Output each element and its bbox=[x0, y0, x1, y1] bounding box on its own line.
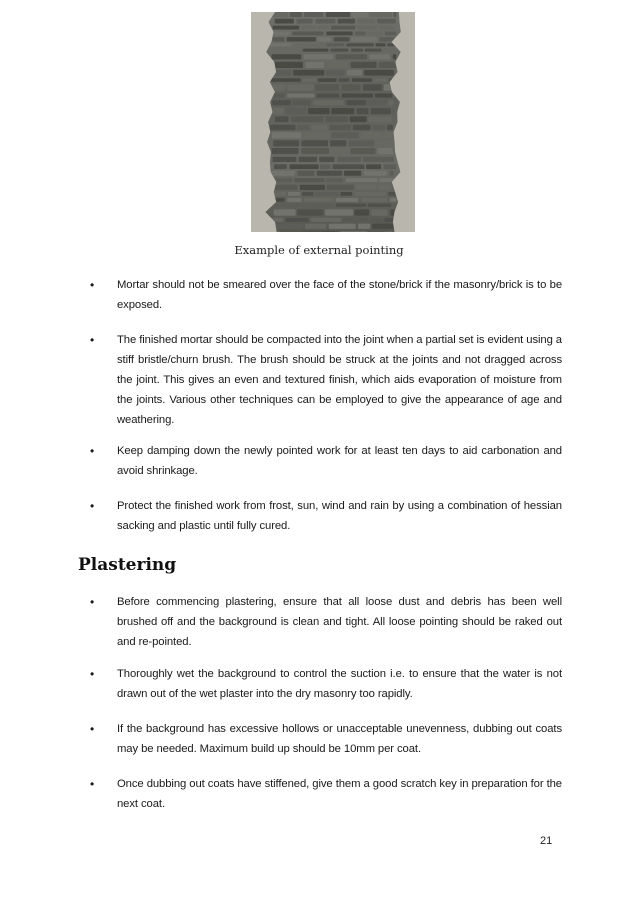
stone bbox=[341, 192, 353, 196]
stone bbox=[303, 49, 329, 52]
stone bbox=[287, 37, 316, 41]
stone bbox=[351, 37, 377, 41]
stone bbox=[312, 125, 328, 130]
stone bbox=[336, 198, 359, 202]
stone bbox=[376, 43, 386, 46]
stone bbox=[372, 125, 385, 130]
section-heading: Plastering bbox=[78, 555, 177, 575]
stone bbox=[388, 100, 393, 105]
stone bbox=[330, 125, 352, 130]
stone bbox=[346, 100, 366, 105]
stone bbox=[313, 100, 343, 105]
stone bbox=[358, 19, 376, 24]
stone bbox=[288, 192, 300, 196]
stone bbox=[393, 54, 397, 59]
stone bbox=[351, 62, 377, 68]
list-item-text: The finished mortar should be compacted into the joint when a partial set is evident using a stiff bristle/churn brush. The brush should be struck at the joints and not dragged across the joint. This gives an even and textured finish, which aids evaporation of moisture from the joints. Various other techniques can be employed to give the appearance of age and weathering. bbox=[117, 334, 562, 426]
stone bbox=[357, 108, 369, 114]
list-item bbox=[90, 441, 562, 481]
stone bbox=[292, 32, 323, 36]
stone bbox=[273, 37, 285, 41]
stone bbox=[297, 19, 313, 24]
stone bbox=[292, 100, 310, 105]
list-item bbox=[90, 275, 562, 315]
stone bbox=[355, 209, 370, 215]
stone bbox=[318, 37, 331, 41]
list-item-text: Before commencing plastering, ensure that all loose dust and debris has been well brushed off and the background is clean and tight. All loose pointing should be raked out and re-pointed. bbox=[117, 596, 562, 648]
stone bbox=[371, 209, 388, 215]
stone bbox=[358, 224, 370, 229]
stone bbox=[291, 116, 323, 122]
stone bbox=[315, 84, 339, 90]
stone bbox=[342, 94, 373, 98]
list-item-text: If the background has excessive hollows or unacceptable unevenness, dubbing out coats may be needed. Maximum build up should be 10mm per coat. bbox=[117, 723, 562, 755]
stone bbox=[294, 43, 307, 46]
stone bbox=[344, 171, 361, 176]
stone bbox=[378, 148, 393, 154]
stone bbox=[297, 125, 310, 130]
stone bbox=[273, 140, 299, 146]
stone bbox=[333, 164, 365, 169]
stone bbox=[384, 132, 394, 138]
stone bbox=[320, 164, 330, 169]
stone bbox=[369, 54, 390, 59]
stone bbox=[351, 49, 363, 52]
stone bbox=[347, 70, 362, 76]
stone bbox=[349, 140, 375, 146]
stone bbox=[299, 157, 317, 162]
bullet-marker: • bbox=[90, 722, 95, 736]
stone bbox=[293, 70, 324, 76]
stone bbox=[376, 140, 396, 146]
stone bbox=[352, 78, 372, 82]
stone bbox=[273, 108, 284, 114]
stone bbox=[390, 171, 394, 176]
bullet-marker: • bbox=[90, 444, 95, 458]
stone bbox=[318, 26, 329, 30]
stone bbox=[332, 132, 359, 138]
stone bbox=[310, 218, 341, 222]
stone bbox=[385, 231, 393, 232]
stone bbox=[272, 132, 302, 138]
stone bbox=[379, 62, 397, 68]
stone bbox=[309, 43, 325, 46]
stone bbox=[294, 178, 324, 182]
stone bbox=[346, 43, 373, 46]
stone bbox=[364, 171, 387, 176]
stone bbox=[390, 209, 394, 215]
stone bbox=[364, 70, 394, 76]
stone bbox=[363, 84, 382, 90]
stone bbox=[340, 231, 367, 232]
stone bbox=[361, 198, 387, 202]
stone bbox=[315, 192, 338, 196]
stone bbox=[274, 209, 296, 215]
stone bbox=[317, 171, 343, 176]
stone bbox=[385, 32, 396, 36]
stone bbox=[371, 108, 391, 114]
list-item bbox=[90, 664, 562, 704]
stone bbox=[306, 62, 325, 68]
stone bbox=[321, 231, 338, 232]
stone bbox=[303, 132, 329, 138]
external-pointing-photo bbox=[251, 12, 415, 232]
stone bbox=[269, 171, 295, 176]
stone bbox=[384, 164, 397, 169]
stone bbox=[394, 12, 397, 17]
stone bbox=[353, 125, 371, 130]
stone bbox=[270, 125, 296, 130]
list-item-text: Mortar should not be smeared over the face of the stone/brick if the masonry/brick is to be exposed. bbox=[117, 279, 562, 311]
stone bbox=[301, 26, 316, 30]
stone bbox=[331, 148, 348, 154]
bullet-marker: • bbox=[90, 667, 95, 681]
stone bbox=[275, 19, 294, 24]
stone bbox=[274, 32, 290, 36]
list-item-text: Protect the finished work from frost, sun, wind and rain by using a combination of hessian sacking and plastic until fully cured. bbox=[117, 500, 562, 532]
bullet-marker: • bbox=[90, 499, 95, 513]
stone bbox=[393, 108, 394, 114]
page-number: 21 bbox=[540, 835, 553, 847]
stone bbox=[286, 218, 309, 222]
stone bbox=[327, 185, 354, 190]
stone bbox=[387, 125, 393, 130]
stone bbox=[302, 192, 314, 196]
stone bbox=[304, 198, 333, 202]
list-item bbox=[90, 719, 562, 759]
stone bbox=[375, 94, 392, 98]
stone bbox=[372, 224, 394, 229]
stone bbox=[327, 43, 345, 46]
stone bbox=[390, 198, 397, 202]
stone bbox=[369, 100, 387, 105]
stone bbox=[329, 224, 356, 229]
list-item-text: Keep damping down the newly pointed work for at least ten days to aid carbonation and avoid shrinkage. bbox=[117, 445, 562, 477]
bullet-marker: • bbox=[90, 777, 95, 791]
stone bbox=[297, 209, 323, 215]
stone bbox=[337, 157, 361, 162]
stone bbox=[272, 62, 303, 68]
stone bbox=[370, 231, 383, 232]
stone bbox=[365, 49, 382, 52]
stone bbox=[375, 78, 387, 82]
stone bbox=[379, 37, 394, 41]
stone bbox=[346, 178, 378, 182]
stone bbox=[388, 192, 396, 196]
stone bbox=[353, 12, 368, 17]
stone bbox=[377, 19, 396, 24]
list-item bbox=[90, 496, 562, 536]
stone bbox=[319, 157, 334, 162]
stone bbox=[301, 148, 329, 154]
stone bbox=[350, 116, 367, 122]
stone bbox=[275, 116, 289, 122]
bullet-marker: • bbox=[90, 278, 95, 292]
bullet-marker: • bbox=[90, 333, 95, 347]
stone bbox=[326, 32, 352, 36]
stone bbox=[306, 204, 333, 207]
stone bbox=[379, 26, 394, 30]
stone bbox=[326, 178, 343, 182]
stone bbox=[343, 218, 368, 222]
stone bbox=[316, 94, 339, 98]
stone bbox=[368, 204, 391, 207]
stone bbox=[330, 140, 346, 146]
stone bbox=[318, 78, 337, 82]
stone bbox=[304, 12, 323, 17]
stone bbox=[370, 218, 383, 222]
stone bbox=[273, 204, 305, 207]
stone bbox=[326, 70, 345, 76]
stone bbox=[369, 12, 391, 17]
stone bbox=[290, 12, 302, 17]
stone bbox=[300, 185, 325, 190]
stone bbox=[304, 54, 334, 59]
stone bbox=[368, 116, 392, 122]
list-item bbox=[90, 774, 562, 814]
stone bbox=[308, 108, 330, 114]
stone bbox=[336, 54, 367, 59]
list-item bbox=[90, 592, 562, 652]
stone bbox=[342, 84, 360, 90]
stone bbox=[357, 26, 377, 30]
stone bbox=[330, 49, 348, 52]
stone bbox=[338, 19, 355, 24]
stone bbox=[350, 148, 375, 154]
stone bbox=[327, 62, 348, 68]
stone bbox=[361, 132, 381, 138]
stone bbox=[287, 84, 313, 90]
stone bbox=[331, 26, 355, 30]
stone bbox=[303, 231, 319, 232]
stone bbox=[274, 178, 293, 182]
stone bbox=[272, 12, 287, 17]
figure-caption: Example of external pointing bbox=[234, 243, 404, 257]
list-item-text: Thoroughly wet the background to control the suction i.e. to ensure that the water is not drawn out of the wet plaster into the dry masonry too rapidly. bbox=[117, 668, 562, 700]
stone bbox=[287, 94, 314, 98]
stone bbox=[339, 78, 350, 82]
stone bbox=[272, 100, 291, 105]
bullet-marker: • bbox=[90, 595, 95, 609]
stone bbox=[270, 43, 292, 46]
stone bbox=[331, 108, 354, 114]
stone bbox=[363, 157, 394, 162]
stone bbox=[316, 19, 336, 24]
stone bbox=[325, 209, 353, 215]
stone bbox=[287, 198, 301, 202]
stone bbox=[334, 37, 350, 41]
stone bbox=[271, 78, 301, 82]
stone bbox=[273, 157, 297, 162]
stone bbox=[272, 148, 299, 154]
stone bbox=[326, 12, 351, 17]
stone bbox=[272, 54, 302, 59]
stone bbox=[384, 49, 395, 52]
stone bbox=[366, 164, 381, 169]
stone bbox=[286, 108, 307, 114]
list-item-text: Once dubbing out coats have stiffened, give them a good scratch key in preparation for the next coat. bbox=[117, 778, 562, 810]
stone bbox=[273, 26, 300, 30]
stone bbox=[378, 185, 391, 190]
stone bbox=[355, 192, 386, 196]
stone bbox=[356, 185, 376, 190]
stone bbox=[336, 204, 366, 207]
stone bbox=[274, 164, 287, 169]
stone bbox=[290, 164, 319, 169]
stone bbox=[283, 231, 301, 232]
list-item bbox=[90, 330, 562, 430]
stone bbox=[273, 224, 303, 229]
stone bbox=[368, 32, 383, 36]
stone bbox=[301, 140, 328, 146]
stone bbox=[355, 32, 366, 36]
stone bbox=[298, 171, 315, 176]
stone bbox=[274, 49, 300, 52]
stone bbox=[305, 224, 326, 229]
stone bbox=[326, 116, 349, 122]
stone bbox=[302, 78, 316, 82]
